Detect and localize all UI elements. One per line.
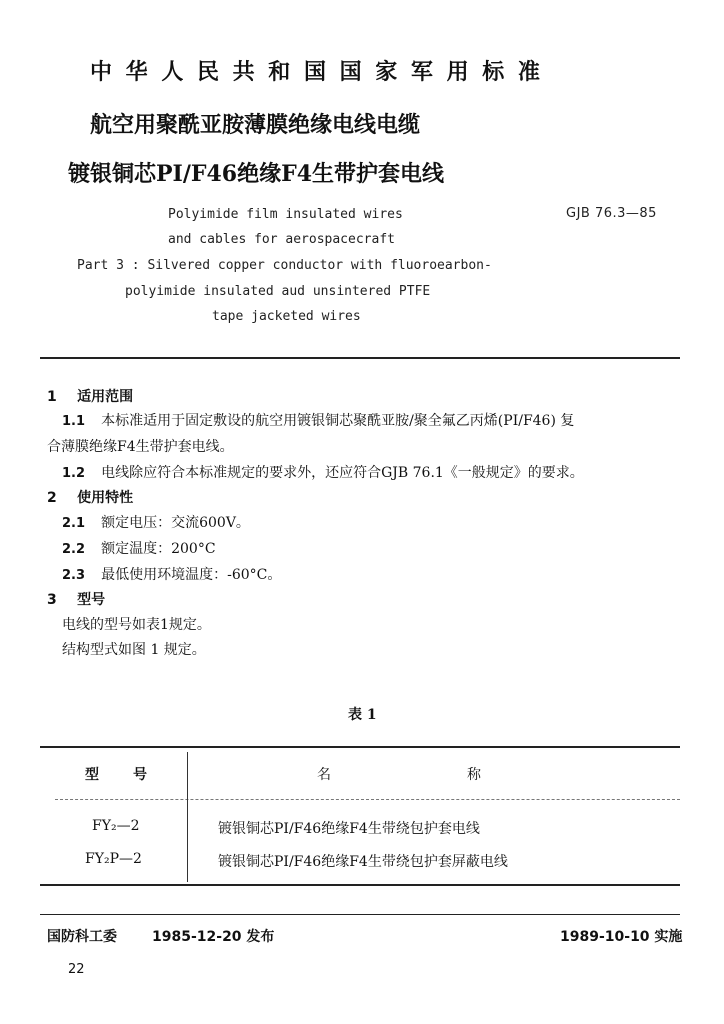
- section-3-text-2: 结构型式如图 1 规定。: [62, 642, 206, 658]
- table-header-model-b: 号: [133, 767, 147, 783]
- table-caption: 表 1: [348, 707, 377, 723]
- title-line-2: 航空用聚酰亚胺薄膜绝缘电线电缆: [90, 112, 421, 138]
- table-row-1-model: FY₂—2: [92, 818, 140, 834]
- table-row-2-model: FY₂P—2: [85, 851, 142, 867]
- section-title: 使用特性: [77, 490, 134, 506]
- table-header-model-a: 型: [85, 767, 99, 783]
- header-divider: [40, 357, 680, 359]
- section-title: 适用范围: [77, 389, 134, 405]
- english-title-line-3: Part 3 : Silvered copper conductor with fluoroearbon-: [77, 258, 492, 273]
- footer-divider: [40, 914, 680, 915]
- table-row-1-name: 镀银铜芯PI/F46绝缘F4生带绕包护套电线: [218, 821, 480, 837]
- clause-2-1: [62, 512, 250, 532]
- table-row-2-name: 镀银铜芯PI/F46绝缘F4生带绕包护套屏蔽电线: [218, 854, 508, 870]
- clause-2-3: [62, 564, 281, 584]
- standard-code: GJB 76.3—85: [566, 206, 657, 221]
- clause-number: 2.1: [62, 516, 86, 531]
- section-2-heading: [47, 487, 133, 507]
- clause-text: 额定温度：200°C: [101, 541, 216, 557]
- section-number: 3: [47, 592, 57, 608]
- clause-number: 1.1: [62, 414, 86, 429]
- title-line-3: 镀银铜芯PI/F46绝缘F4生带护套电线: [68, 161, 445, 187]
- table-column-divider: [187, 752, 188, 882]
- footer-effective-date: 1989-10-10 实施: [560, 929, 683, 945]
- english-title-line-5: tape jacketed wires: [212, 309, 361, 324]
- table-bottom-rule: [40, 884, 680, 886]
- clause-number: 1.2: [62, 466, 86, 481]
- section-1-heading: [47, 386, 133, 406]
- footer-issuer: 国防科工委: [47, 929, 117, 945]
- clause-1-1-continued: 合薄膜绝缘F4生带护套电线。: [47, 439, 234, 455]
- english-title-line-1: Polyimide film insulated wires: [168, 207, 403, 222]
- footer-issue-date: 1985-12-20 发布: [152, 929, 275, 945]
- page-number: 22: [68, 962, 85, 977]
- clause-text: 电线除应符合本标准规定的要求外，还应符合GJB 76.1《一般规定》的要求。: [101, 465, 584, 481]
- table-header-divider: [55, 799, 680, 800]
- clause-text: 最低使用环境温度：-60°C。: [101, 567, 282, 583]
- title-line-1: 中 华 人 民 共 和 国 国 家 军 用 标 准: [90, 59, 543, 85]
- section-3-text-1: 电线的型号如表1规定。: [62, 617, 211, 633]
- section-number: 2: [47, 490, 57, 506]
- clause-1-2: [62, 462, 584, 482]
- section-title: 型号: [77, 592, 106, 608]
- section-3-heading: [47, 589, 105, 609]
- clause-number: 2.3: [62, 568, 86, 583]
- clause-1-1: [62, 410, 574, 430]
- table-header-name-b: 称: [467, 767, 481, 783]
- clause-text: 额定电压：交流600V。: [101, 515, 250, 531]
- clause-text: 本标准适用于固定敷设的航空用镀银铜芯聚酰亚胺/聚全氟乙丙烯(PI/F46) 复: [101, 413, 575, 429]
- table-header-name-a: 名: [317, 767, 331, 783]
- clause-number: 2.2: [62, 542, 86, 557]
- clause-2-2: [62, 538, 216, 558]
- english-title-line-2: and cables for aerospacecraft: [168, 232, 395, 247]
- english-title-line-4: polyimide insulated aud unsintered PTFE: [125, 284, 431, 299]
- table-top-rule: [40, 746, 680, 748]
- section-number: 1: [47, 389, 57, 405]
